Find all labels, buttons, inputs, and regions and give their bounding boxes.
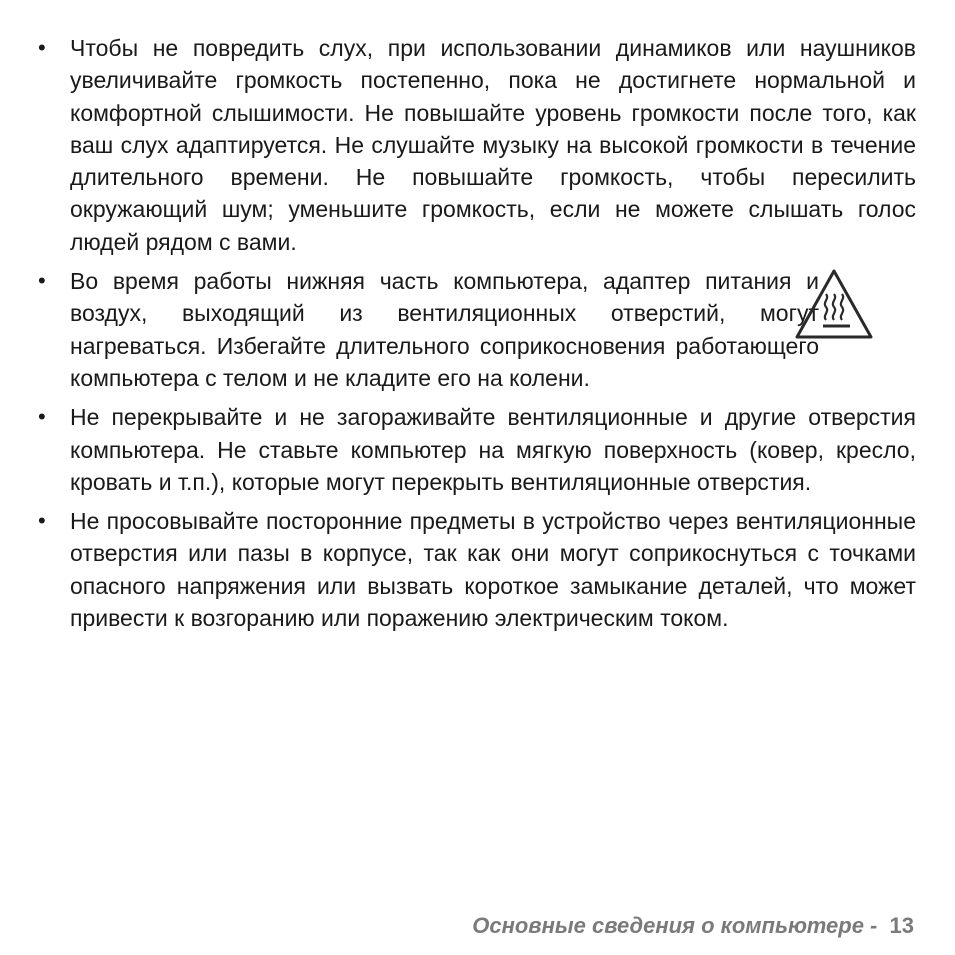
- list-item: [38, 32, 916, 258]
- bullet-marker: •: [38, 268, 46, 294]
- page-number: 13: [889, 913, 914, 938]
- safety-bullet-list: [38, 32, 916, 641]
- bullet-text-heat: Во время работы нижняя часть компьютера, адаптер питания и воздух, выходящий из вентиляционных отверстий, могут нагреваться. Избегайте длительного соприкосновения работающего компьютера с телом и не кладите его на колени.: [70, 268, 819, 391]
- list-item: [38, 401, 916, 498]
- bullet-text-hearing: Чтобы не повредить слух, при использовании динамиков или наушников увеличивайте громкость постепенно, пока не достигнете нормальной и комфортной слышимости. Не повышайте уровень громкости после того, как ваш слух адаптируется. Не слушайте музыку на высокой громкости в течение длительного времени. Не повышайте громкость, чтобы пересилить окружающий шум; уменьшите громкость, если не можете слышать голос людей рядом с вами.: [70, 35, 916, 255]
- list-item: [38, 505, 916, 634]
- footer-title: Основные сведения о компьютере -: [472, 913, 878, 938]
- bullet-marker: •: [38, 508, 46, 534]
- bullet-text-foreign-objects: Не просовывайте посторонние предметы в устройство через вентиляционные отверстия или пазы в корпусе, так как они могут соприкоснуться с точками опасного напряжения или вызвать короткое замыкание деталей, что может привести к возгоранию или поражению электрическим током.: [70, 508, 916, 632]
- bullet-marker: •: [38, 35, 46, 60]
- page-footer: [472, 913, 914, 939]
- bullet-marker: •: [38, 404, 46, 430]
- list-item: [38, 265, 916, 394]
- hot-surface-warning-icon: [794, 268, 874, 340]
- bullet-text-ventilation: Не перекрывайте и не загораживайте вентиляционные и другие отверстия компьютера. Не ставьте компьютер на мягкую поверхность (ковер, кресло, кровать и т.п.), которые могут перекрыть вентиляционные отверстия.: [70, 404, 916, 495]
